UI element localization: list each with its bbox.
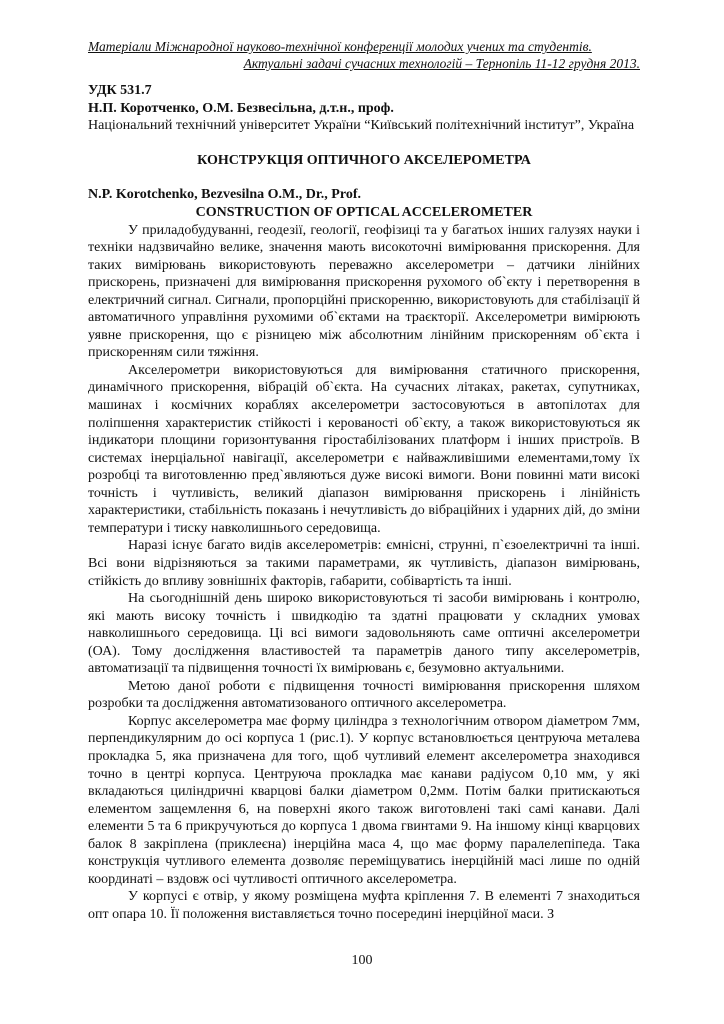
paragraph-5: Метою даної роботи є підвищення точності вимірювання прискорення шляхом розробки та дослідження автоматизованого оптичного акселерометра. <box>88 678 640 712</box>
affiliation: Національний технічний університет України “Київський політехнічний інститут”, Україна <box>88 118 635 134</box>
udk-code: УДК 531.7 <box>88 83 152 98</box>
paragraph-4: На сьогоднішній день широко використовуються ті засоби вимірювань і контролю, які мають високу точність і швидкодію та здатні працювати у складних умовах навколишнього середовища. Ці всі вимоги задовольняють саме оптичні акселерометри (ОА). Тому дослідження властивостей та параметрів даного типу акселерометрів, автоматизації та підвищення точності їх вимірювань є, безумовно актуальними. <box>88 591 640 677</box>
conference-header-line1: Матеріали Міжнародної науково-технічної конференції молодих учених та студентів. <box>88 39 592 54</box>
paragraph-6: Корпус акселерометра має форму циліндра з технологічним отвором діаметром 7мм, перпендикулярним до осі корпуса 1 (рис.1). У корпус встановлюється центруюча металева прокладка 5, яка призначена для того, щоб чутливий елемент акселерометра знаходився точно в центрі корпуса. Центруюча прокладка має канави радіусом 0,10 мм, у які вкладаються циліндричні кварцові балки діаметром 0,2мм. Потім балки притискаються елементом защемлення 6, на поверхні якого також виготовлені такі самі канави. Далі елементи 5 та 6 прикручуються до корпуса 1 двома гвинтами 9. На іншому кінці кварцових балок 8 закріплена (приклеєна) інерційна маса 4, що має форму паралелепіпеда. Така конструкція чутливого елемента дозволяє переміщуватись інерційній масі лише по одній координаті – вздовж осі чутливості оптичного акселерометра. <box>88 713 640 887</box>
paragraph-2: Акселерометри використовуються для вимірювання статичного прискорення, динамічного прискорення, вібрацій об`єкта. На сучасних літаках, ракетах, супутниках, машинах і космічних кораблях акселерометри застосовуються в автопілотах для поліпшення характеристик стійкості і керованості об`єкту, а також використовуються як індикатори площини горизонтування гіростабілізованих платформ і інших пристроїв. В системах інерціальної навігації, акселерометри є найважливішими елементами,тому їх розробці та виготовленню пред`являються дуже високі вимоги. Вони повинні мати високі точність і чутливість, великий діапазон вимірювання прискорень і лінійність характеристики, стабільність показань і нечутливість до вібраційних і ударних дій, до зміни температури і тиску навколишнього середовища. <box>88 362 640 536</box>
title-ua: КОНСТРУКЦІЯ ОПТИЧНОГО АКСЕЛЕРОМЕТРА <box>197 152 531 168</box>
title-en: CONSTRUCTION OF OPTICAL ACCELEROMETER <box>195 204 533 220</box>
page-number: 100 <box>351 953 373 968</box>
paragraph-7: У корпусі є отвір, у якому розміщена муфта кріплення 7. В елементі 7 знаходиться опт опара 10. Її положення виставляється точно посередині інерційної маси. З <box>88 889 640 922</box>
conference-header-line2: Актуальні задачі сучасних технологій – Тернопіль 11-12 грудня 2013. <box>243 56 640 71</box>
page-content <box>88 38 640 923</box>
authors-en: N.P. Korotchenko, Bezvesilna O.M., Dr., Prof. <box>88 187 361 203</box>
paragraph-3: Наразі існує багато видів акселерометрів: ємнісні, струнні, п`єзоелектричні та інші. Всі вони відрізняються за такими параметрами, як чутливість, діапазон вимірювань, стійкість до впливу зовнішніх факторів, габарити, собівартість та інші. <box>88 538 640 589</box>
authors-ua: Н.П. Коротченко, О.М. Безвесільна, д.т.н., проф. <box>88 100 394 116</box>
paragraph-1: У приладобудуванні, геодезії, геології, геофізиці та у багатьох інших галузях науки і техніки надзвичайно велике, значення мають високоточні вимірювання прискорення. Для таких вимірювань використовують переважно акселерометри – датчики лінійних прискорень, призначені для вимірювання прискорення рухомого об`єкту і перетворення в електричний сигнал. Сигнали, пропорційні прискоренню, використовують для стабілізації й автоматичного управління рухомими об`єктами на траєкторії. Акселерометри вимірюють уявне прискорення, що є різницею між абсолютним лінійним прискоренням об`єкта і прискоренням сили тяжіння. <box>88 222 640 361</box>
